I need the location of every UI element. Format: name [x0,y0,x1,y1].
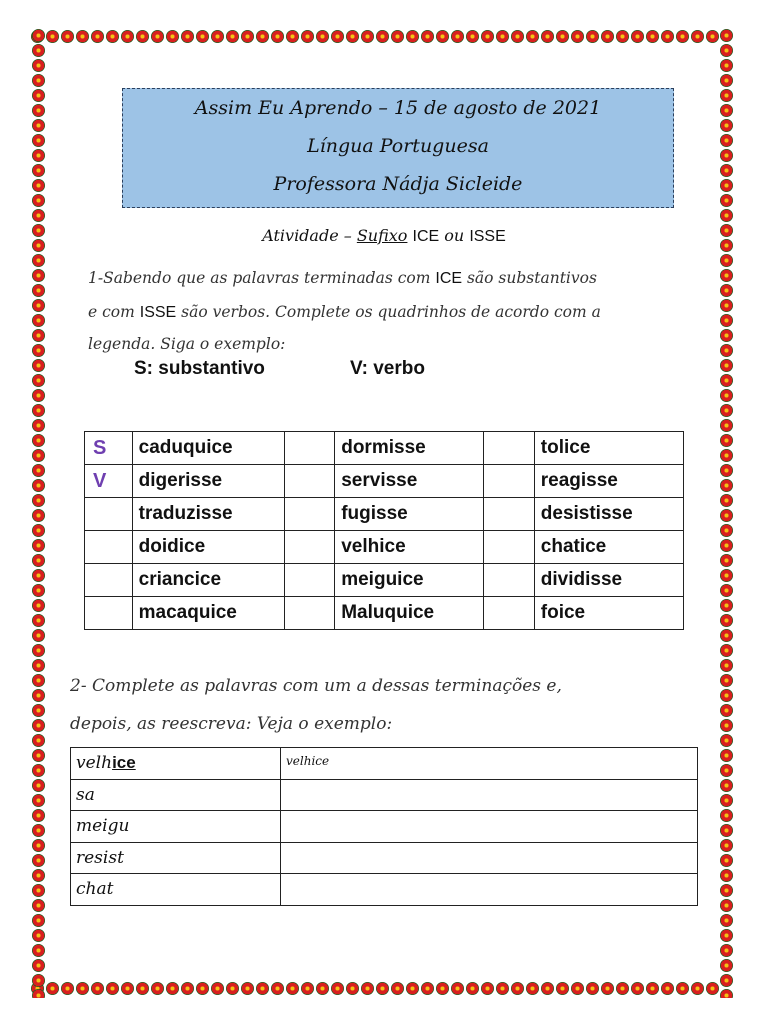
flower-icon [32,434,45,447]
answer-box[interactable] [484,597,534,630]
table-row [71,779,698,811]
flower-icon [32,539,45,552]
word-cell: dividisse [534,564,683,597]
answer-box[interactable] [85,531,133,564]
flower-icon [32,599,45,612]
flower-icon [720,74,733,87]
flower-icon [76,30,89,43]
answer-box[interactable] [85,564,133,597]
activity-underlined: Sufixo [356,226,408,245]
flower-icon [720,899,733,912]
flower-icon [720,989,733,998]
flower-icon [331,982,344,995]
flower-icon [720,134,733,147]
word-cell: Maluquice [335,597,484,630]
header-box [122,88,674,208]
flower-icon [691,982,704,995]
flower-icon [181,30,194,43]
flower-icon [32,869,45,882]
flower-icon [32,119,45,132]
flower-icon [406,30,419,43]
flower-icon [361,982,374,995]
example-word-cell: velhice [71,748,281,780]
decorative-border-top [30,28,722,46]
flower-icon [720,689,733,702]
flower-icon [32,734,45,747]
flower-icon [346,982,359,995]
flower-icon [541,30,554,43]
flower-icon [646,982,659,995]
flower-icon [32,914,45,927]
flower-icon [631,30,644,43]
flower-icon [32,44,45,57]
flower-icon [136,30,149,43]
rewrite-answer-cell[interactable] [281,874,698,906]
flower-icon [511,30,524,43]
table-row [85,564,684,597]
flower-icon [226,982,239,995]
word-cell: velhice [335,531,484,564]
answer-box[interactable] [484,432,534,465]
flower-icon [720,164,733,177]
flower-icon [720,644,733,657]
flower-icon [32,674,45,687]
word-cell: traduzisse [132,498,284,531]
answer-box[interactable] [284,564,334,597]
flower-icon [616,982,629,995]
table-row [71,748,698,780]
flower-icon [91,982,104,995]
flower-icon [586,982,599,995]
flower-icon [32,209,45,222]
flower-icon [720,449,733,462]
flower-icon [720,374,733,387]
word-cell: chatice [534,531,683,564]
flower-icon [316,982,329,995]
flower-icon [720,59,733,72]
flower-icon [720,569,733,582]
table-row [71,874,698,906]
flower-icon [511,982,524,995]
flower-icon [391,982,404,995]
flower-icon [720,194,733,207]
flower-icon [32,899,45,912]
example-suffix: ice [112,753,136,773]
flower-icon [720,434,733,447]
flower-icon [32,659,45,672]
flower-icon [32,314,45,327]
flower-icon [720,869,733,882]
flower-icon [556,30,569,43]
flower-icon [720,674,733,687]
flower-icon [376,982,389,995]
flower-icon [720,524,733,537]
flower-icon [451,30,464,43]
flower-icon [32,359,45,372]
flower-icon [181,982,194,995]
rewrite-answer-cell[interactable] [281,811,698,843]
word-cell: reagisse [534,465,683,498]
flower-icon [720,269,733,282]
word-cell: servisse [335,465,484,498]
flower-icon [720,284,733,297]
flower-icon [196,982,209,995]
flower-icon [32,269,45,282]
flower-icon [720,704,733,717]
flower-icon [720,944,733,957]
flower-icon [32,299,45,312]
flower-icon [32,479,45,492]
flower-icon [211,982,224,995]
flower-icon [32,569,45,582]
flower-icon [32,389,45,402]
flower-icon [32,284,45,297]
question1-line2: e com ISSE são verbos. Complete os quadrinhos de acordo com a [88,303,601,321]
flower-icon [720,779,733,792]
legend-verbo: V: verbo [350,358,425,379]
flower-icon [646,30,659,43]
flower-icon [720,509,733,522]
legend-substantivo: S: substantivo [134,358,265,379]
flower-icon [32,374,45,387]
header-subject: Língua Portuguesa [307,135,489,157]
flower-icon [571,982,584,995]
flower-icon [32,644,45,657]
word-stem-cell[interactable]: resist [71,842,281,874]
flower-icon [720,629,733,642]
flower-icon [32,764,45,777]
flower-icon [136,982,149,995]
flower-icon [286,30,299,43]
flower-icon [720,419,733,432]
flower-icon [720,29,733,42]
word-cell: tolice [534,432,683,465]
flower-icon [571,30,584,43]
flower-icon [720,389,733,402]
flower-icon [496,30,509,43]
flower-icon [32,719,45,732]
word-cell: caduquice [132,432,284,465]
flower-icon [61,982,74,995]
flower-icon [720,734,733,747]
flower-icon [361,30,374,43]
flower-icon [720,344,733,357]
flower-icon [526,30,539,43]
answer-box[interactable] [284,432,334,465]
flower-icon [32,824,45,837]
answer-box[interactable] [85,597,133,630]
flower-icon [166,982,179,995]
flower-icon [421,982,434,995]
table-row [85,498,684,531]
flower-icon [106,982,119,995]
question2-line1: 2- Complete as palavras com um a dessas terminações e, [70,676,562,696]
flower-icon [61,30,74,43]
flower-icon [196,30,209,43]
answer-box[interactable] [484,498,534,531]
flower-icon [720,299,733,312]
table-row [71,811,698,843]
answer-box[interactable] [284,498,334,531]
word-stem-cell[interactable]: meigu [71,811,281,843]
flower-icon [32,344,45,357]
flower-icon [32,134,45,147]
flower-icon [32,509,45,522]
flower-icon [720,884,733,897]
flower-icon [32,749,45,762]
flower-icon [436,30,449,43]
flower-icon [720,314,733,327]
flower-icon [720,599,733,612]
word-cell: criancice [132,564,284,597]
flower-icon [466,982,479,995]
flower-icon [331,30,344,43]
flower-icon [720,254,733,267]
flower-icon [720,464,733,477]
word-cell: macaquice [132,597,284,630]
flower-icon [586,30,599,43]
flower-icon [676,982,689,995]
flower-icon [720,584,733,597]
flower-icon [32,494,45,507]
question1-line1: 1-Sabendo que as palavras terminadas com ICE são substantivos [88,269,597,287]
flower-icon [436,982,449,995]
flower-icon [32,884,45,897]
flower-icon [241,982,254,995]
flower-icon [720,44,733,57]
flower-icon [32,629,45,642]
word-cell: fugisse [335,498,484,531]
flower-icon [32,29,45,42]
table-row [85,465,684,498]
flower-icon [720,809,733,822]
flower-icon [32,74,45,87]
flower-icon [121,982,134,995]
flower-icon [691,30,704,43]
flower-icon [720,209,733,222]
answer-box[interactable] [284,465,334,498]
flower-icon [241,30,254,43]
flower-icon [32,149,45,162]
flower-icon [676,30,689,43]
flower-icon [316,30,329,43]
flower-icon [346,30,359,43]
flower-icon [421,30,434,43]
flower-icon [32,449,45,462]
flower-icon [121,30,134,43]
flower-icon [451,982,464,995]
flower-icon [32,974,45,987]
flower-icon [91,30,104,43]
flower-icon [76,982,89,995]
completion-table [70,747,698,906]
flower-icon [466,30,479,43]
flower-icon [32,704,45,717]
flower-icon [32,959,45,972]
decorative-border-left [30,28,48,998]
table-row [71,842,698,874]
flower-icon [720,914,733,927]
word-cell: digerisse [132,465,284,498]
flower-icon [32,59,45,72]
answer-box[interactable]: V [85,465,133,498]
flower-icon [720,104,733,117]
flower-icon [32,794,45,807]
example-answer-cell: velhice [281,748,698,780]
rewrite-answer-cell[interactable] [281,842,698,874]
decorative-border-right [718,28,736,998]
flower-icon [720,959,733,972]
activity-title: Atividade – Sufixo ICE ou ISSE [262,226,506,245]
flower-icon [391,30,404,43]
flower-icon [541,982,554,995]
flower-icon [481,30,494,43]
flower-icon [601,30,614,43]
word-cell: foice [534,597,683,630]
flower-icon [720,749,733,762]
header-title: Assim Eu Aprendo – 15 de agosto de 2021 [194,97,602,119]
rewrite-answer-cell[interactable] [281,779,698,811]
flower-icon [151,30,164,43]
flower-icon [556,982,569,995]
flower-icon [32,524,45,537]
flower-icon [151,982,164,995]
flower-icon [166,30,179,43]
flower-icon [301,30,314,43]
flower-icon [720,119,733,132]
flower-icon [32,464,45,477]
flower-icon [32,989,45,998]
answer-box[interactable] [85,498,133,531]
flower-icon [32,584,45,597]
flower-icon [32,929,45,942]
flower-icon [226,30,239,43]
answer-box[interactable]: S [85,432,133,465]
flower-icon [32,839,45,852]
flower-icon [271,982,284,995]
flower-icon [720,614,733,627]
flower-icon [720,179,733,192]
flower-icon [32,944,45,957]
flower-icon [32,104,45,117]
classification-table [84,431,684,630]
flower-icon [496,982,509,995]
flower-icon [271,30,284,43]
flower-icon [286,982,299,995]
answer-box[interactable] [484,465,534,498]
flower-icon [661,30,674,43]
flower-icon [720,854,733,867]
flower-icon [256,982,269,995]
flower-icon [32,614,45,627]
flower-icon [32,404,45,417]
word-stem-cell[interactable]: chat [71,874,281,906]
flower-icon [720,839,733,852]
flower-icon [301,982,314,995]
flower-icon [32,554,45,567]
flower-icon [32,164,45,177]
question2-line2: depois, as reescreva: Veja o exemplo: [70,714,393,734]
flower-icon [106,30,119,43]
flower-icon [32,329,45,342]
flower-icon [720,539,733,552]
flower-icon [32,254,45,267]
word-cell: dormisse [335,432,484,465]
flower-icon [616,30,629,43]
flower-icon [32,689,45,702]
table-row [85,531,684,564]
flower-icon [720,479,733,492]
flower-icon [720,974,733,987]
flower-icon [256,30,269,43]
header-teacher: Professora Nádja Sicleide [273,173,523,195]
flower-icon [720,929,733,942]
flower-icon [32,854,45,867]
flower-icon [601,982,614,995]
word-cell: meiguice [335,564,484,597]
table-row [85,597,684,630]
flower-icon [720,359,733,372]
flower-icon [661,982,674,995]
flower-icon [720,794,733,807]
word-cell: doidice [132,531,284,564]
answer-box[interactable] [484,564,534,597]
flower-icon [720,719,733,732]
flower-icon [720,659,733,672]
flower-icon [720,764,733,777]
answer-box[interactable] [284,531,334,564]
flower-icon [720,329,733,342]
flower-icon [720,554,733,567]
word-cell: desistisse [534,498,683,531]
flower-icon [481,982,494,995]
flower-icon [631,982,644,995]
flower-icon [720,404,733,417]
flower-icon [32,194,45,207]
flower-icon [32,89,45,102]
answer-box[interactable] [284,597,334,630]
word-stem-cell[interactable]: sa [71,779,281,811]
question1-line3: legenda. Siga o exemplo: [88,335,286,353]
flower-icon [32,419,45,432]
flower-icon [32,779,45,792]
flower-icon [720,89,733,102]
flower-icon [720,494,733,507]
flower-icon [32,809,45,822]
flower-icon [526,982,539,995]
flower-icon [406,982,419,995]
flower-icon [211,30,224,43]
flower-icon [32,179,45,192]
flower-icon [720,149,733,162]
table-row [85,432,684,465]
flower-icon [376,30,389,43]
answer-box[interactable] [484,531,534,564]
decorative-border-bottom [30,980,722,998]
flower-icon [720,824,733,837]
